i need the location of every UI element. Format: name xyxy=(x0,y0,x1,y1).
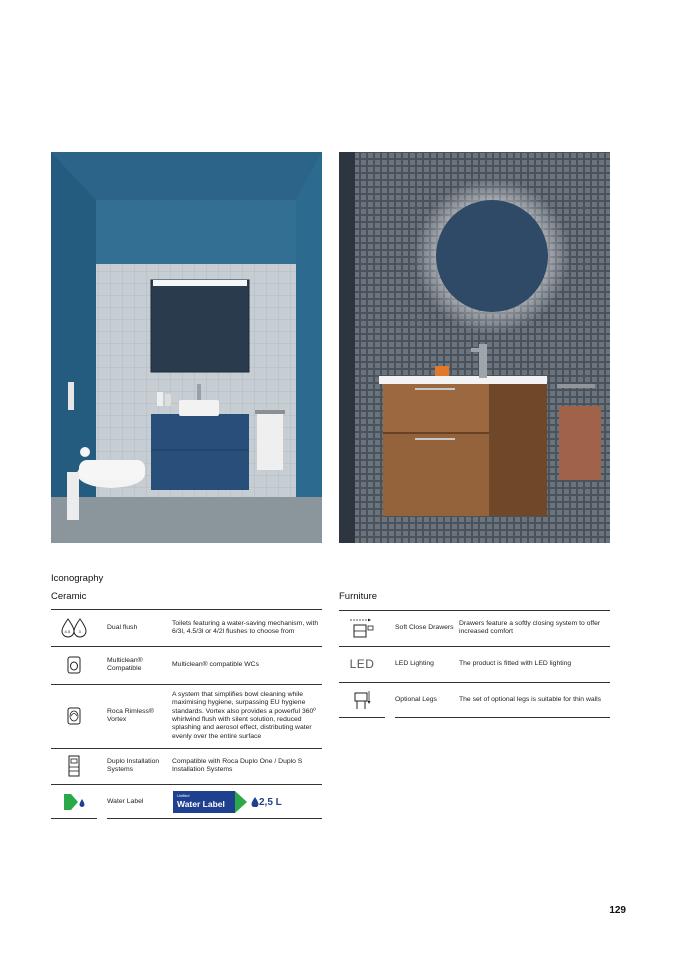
duplo-installation-icon xyxy=(51,749,97,783)
table-rule xyxy=(339,717,385,718)
multiclean-icon xyxy=(51,647,97,683)
svg-text:4.5: 4.5 xyxy=(64,629,71,634)
soft-close-drawer-icon xyxy=(339,611,385,645)
page-number: 129 xyxy=(609,905,626,916)
water-label-title: Water Label xyxy=(177,799,225,809)
bathroom-photo-walnut xyxy=(339,152,610,543)
feature-name: Dual flush xyxy=(107,623,138,631)
led-icon-text: LED xyxy=(349,657,375,671)
feature-name: Roca Rimless® Vortex xyxy=(107,707,154,723)
table-rule xyxy=(395,717,610,718)
table-row xyxy=(339,611,610,645)
table-rule xyxy=(107,818,322,819)
water-label-unified: Unified xyxy=(177,793,190,798)
feature-description: The set of optional legs is suitable for thin walls xyxy=(459,695,602,703)
water-label-litres: 2,5 L xyxy=(259,796,282,808)
water-label-badge xyxy=(173,791,282,813)
table-row xyxy=(51,647,322,683)
ceramic-heading: Ceramic xyxy=(51,591,87,602)
furniture-heading: Furniture xyxy=(339,591,378,602)
water-drop-icon xyxy=(251,797,259,807)
feature-name: Water Label xyxy=(107,797,144,805)
feature-name: LED Lighting xyxy=(395,659,434,667)
feature-name: Duplo Installation Systems xyxy=(107,757,160,773)
water-label-box xyxy=(173,791,235,813)
table-row xyxy=(339,683,610,717)
table-row xyxy=(51,685,322,747)
feature-description: Drawers feature a softly closing system to offer increased comfort xyxy=(459,619,601,635)
water-label-icon xyxy=(51,785,97,819)
optional-legs-icon xyxy=(339,683,385,717)
feature-name: Optional Legs xyxy=(395,695,437,703)
feature-description: Compatible with Roca Duplo One / Duplo S Installation Systems xyxy=(172,757,303,773)
table-row xyxy=(339,647,610,681)
feature-name: Soft Close Drawers xyxy=(395,623,454,631)
feature-name: Multiclean® Compatible xyxy=(107,656,143,672)
bathroom-photo-blue xyxy=(51,152,322,543)
water-label-value xyxy=(251,797,282,808)
table-row xyxy=(51,785,322,819)
walnut-vanity-illustration xyxy=(339,152,610,543)
iconography-heading: Iconography xyxy=(51,573,104,584)
rimless-vortex-icon xyxy=(51,685,97,747)
ceramic-table xyxy=(51,609,322,819)
feature-description: The product is fitted with LED lighting xyxy=(459,659,572,667)
blue-bathroom-illustration xyxy=(51,152,322,543)
svg-text:3: 3 xyxy=(78,629,81,634)
table-row xyxy=(51,610,322,646)
led-icon xyxy=(339,647,385,681)
dual-flush-icon xyxy=(51,610,97,646)
water-label-arrow xyxy=(235,791,247,813)
table-rule xyxy=(51,818,97,819)
table-row xyxy=(51,749,322,783)
furniture-table xyxy=(339,610,610,720)
feature-description: Multiclean® compatible WCs xyxy=(172,660,259,668)
feature-description: A system that simplifies bowl cleaning while maximising hygiene, surpassing EU hygiene standards. Vortex also provides a powerful 360º whirlwind flush with silent solution, reduced splashing and aerosol effect, distributing water evenly over the entire surface xyxy=(172,690,316,740)
feature-description: Toilets featuring a water-saving mechanism, with 6/3l, 4.5/3l or 4/2l flushes to choose from xyxy=(172,619,319,635)
